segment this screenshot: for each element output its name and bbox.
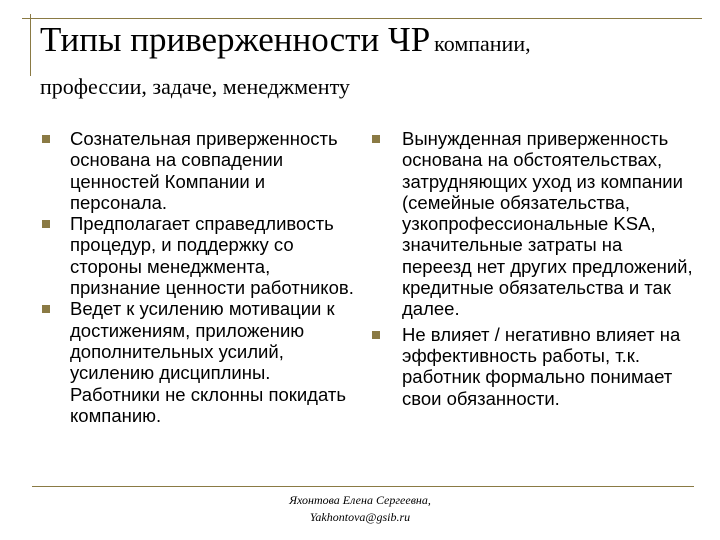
footer-email: Yakhontova@gsib.ru xyxy=(309,510,411,524)
page-subtitle: профессии, задаче, менеджменту xyxy=(40,74,350,99)
bullet-square-icon xyxy=(42,305,50,313)
right-column xyxy=(370,128,695,409)
title-left-rule xyxy=(30,14,31,76)
left-column xyxy=(38,128,358,426)
footer-rule xyxy=(32,486,694,487)
title-suffix: компании, xyxy=(434,31,531,56)
footer-author: Яхонтова Елена Сергеевна, xyxy=(289,493,431,507)
list-item xyxy=(38,213,358,298)
page-title xyxy=(40,20,531,60)
list-item xyxy=(370,324,695,409)
list-item xyxy=(38,298,358,426)
footer xyxy=(0,492,720,526)
list-item-text: Не влияет / негативно влияет на эффективность работы, т.к. работник формально понимает свои обязанности. xyxy=(402,323,681,409)
title-main: Типы приверженности ЧР xyxy=(40,20,431,59)
list-item-text: Сознательная приверженность основана на совпадении ценностей Компании и персонала. xyxy=(70,128,338,213)
list-item xyxy=(38,128,358,213)
bullet-square-icon xyxy=(372,135,380,143)
list-item-text: Вынужденная приверженность основана на обстоятельствах, затрудняющих уход из компании (семейные обязательства, узкопрофессиональные KSA, значительные затраты на переезд нет других предложений, кредитные обязательства и так далее. xyxy=(402,128,693,320)
list-item-text: Предполагает справедливость процедур, и поддержку со стороны менеджмента, признание ценности работников. xyxy=(70,213,354,299)
list-item xyxy=(370,128,695,320)
bullet-square-icon xyxy=(372,331,380,339)
list-item-text: Ведет к усилению мотивации к достижениям, приложению дополнительных усилий, усилению дисциплины. Работники не склонны покидать компанию. xyxy=(70,298,346,426)
bullet-square-icon xyxy=(42,220,50,228)
title-top-rule xyxy=(22,18,702,19)
bullet-square-icon xyxy=(42,135,50,143)
